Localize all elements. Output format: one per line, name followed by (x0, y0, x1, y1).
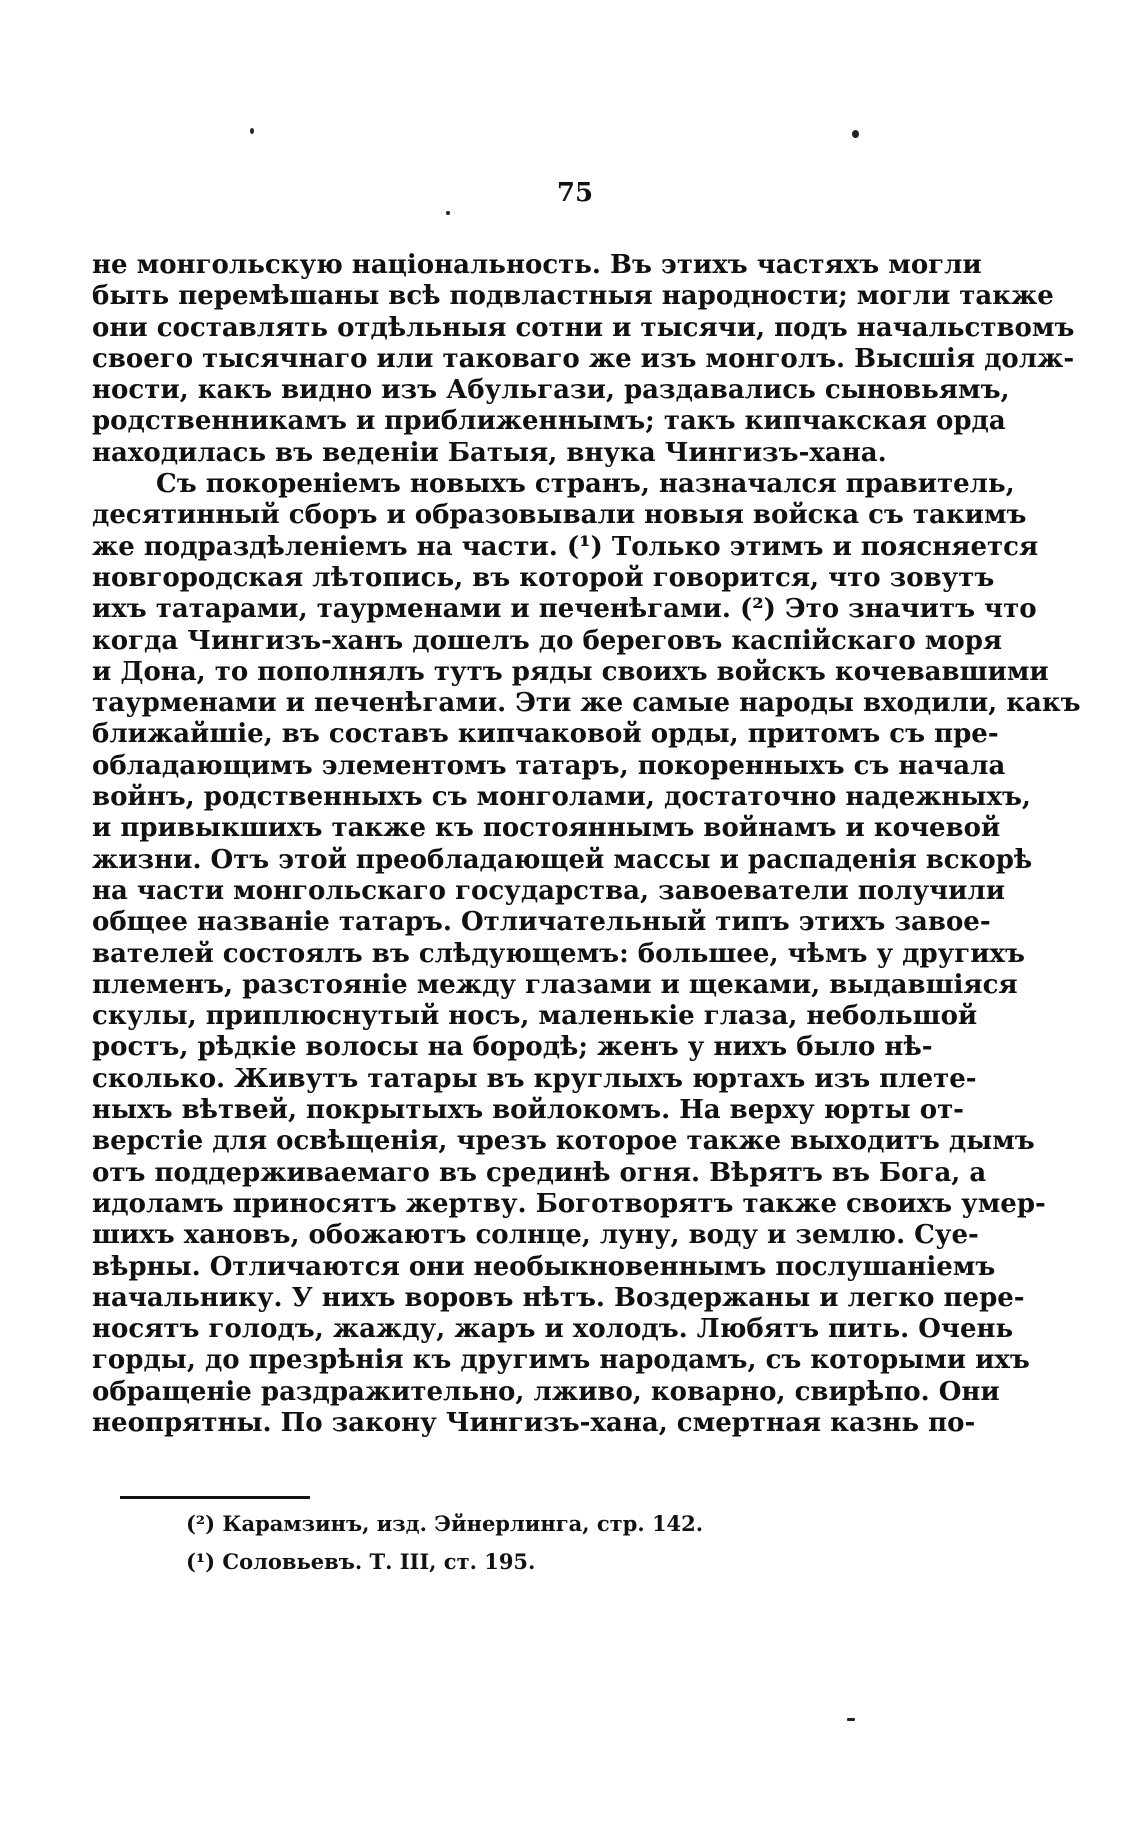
text-line: неопрятны. По закону Чингизъ-хана, смертная казнь по- (92, 1407, 976, 1438)
text-line: войнъ, родственныхъ съ монголами, достаточно надежныхъ, (92, 782, 1031, 813)
text-line: обращеніе раздражительно, лживо, коварно, свирѣпо. Они (92, 1376, 1000, 1407)
scan-speck (852, 130, 859, 138)
text-line: вателей состоялъ въ слѣдующемъ: большее, чѣмъ у другихъ (92, 938, 1025, 969)
page-number: 75 (556, 178, 594, 208)
scan-speck (847, 1718, 855, 1721)
text-line: сколько. Живутъ татары въ круглыхъ юртахъ изъ плете- (92, 1063, 977, 1094)
text-line: носятъ голодъ, жажду, жаръ и холодъ. Любятъ пить. Очень (92, 1314, 1014, 1345)
text-line: десятинный сборъ и образовывали новыя войска съ такимъ (92, 500, 1027, 531)
text-line: и привыкшихъ также къ постояннымъ войнамъ и кочевой (92, 813, 1001, 844)
text-line: быть перемѣшаны всѣ подвластныя народности; могли также (92, 281, 1054, 312)
text-line: и Дона, то пополнялъ тутъ ряды своихъ войскъ кочевавшими (92, 656, 1049, 687)
text-line: новгородская лѣтопись, въ которой говорится, что зовутъ (92, 562, 995, 593)
text-line: шихъ хановъ, обожаютъ солнце, луну, воду и землю. Суе- (92, 1220, 979, 1251)
footnote: (¹) Соловьевъ. Т. III, ст. 195. (186, 1549, 536, 1574)
text-line: обладающимъ элементомъ татаръ, покоренныхъ съ начала (92, 750, 1006, 781)
text-line: ныхъ вѣтвей, покрытыхъ войлокомъ. На верху юрты от- (92, 1095, 964, 1126)
text-line: верстіе для освѣщенія, чрезъ которое также выходитъ дымъ (92, 1126, 1035, 1157)
text-line: ближайшіе, въ составъ кипчаковой орды, притомъ съ пре- (92, 719, 999, 750)
footnotes (186, 1505, 886, 1581)
text-line: же подраздѣленіемъ на части. (¹) Только этимъ и поясняется (92, 531, 1039, 562)
text-line: на части монгольскаго государства, завоеватели получили (92, 875, 1006, 906)
text-line: ростъ, рѣдкіе волосы на бородѣ; женъ у нихъ было нѣ- (92, 1032, 933, 1063)
text-line: находилась въ веденіи Батыя, внука Чингизъ-хана. (92, 437, 887, 468)
footnote: (²) Карамзинъ, изд. Эйнерлинга, стр. 142. (186, 1511, 704, 1536)
text-line: когда Чингизъ-ханъ дошелъ до береговъ каспійскаго моря (92, 625, 1003, 656)
text-line: родственникамъ и приближеннымъ; такъ кипчакская орда (92, 406, 1006, 437)
text-line: жизни. Отъ этой преобладающей массы и распаденія вскорѣ (92, 844, 1033, 875)
text-line: ности, какъ видно изъ Абульгази, раздавались сыновьямъ, (92, 375, 1010, 406)
text-line: идоламъ приносятъ жертву. Боготворятъ также своихъ умер- (92, 1188, 1046, 1219)
text-line: горды, до презрѣнія къ другимъ народамъ, съ которыми ихъ (92, 1345, 1030, 1376)
scan-speck (250, 128, 254, 134)
text-line: общее названіе татаръ. Отличательный типъ этихъ завое- (92, 907, 991, 938)
text-line: вѣрны. Отличаются они необыкновеннымъ послушаніемъ (92, 1251, 996, 1282)
text-line: таурменами и печенѣгами. Эти же самые народы входили, какъ (92, 688, 1081, 719)
text-line: ихъ татарами, таурменами и печенѣгами. (²) Это значитъ что (92, 594, 1037, 625)
text-line: они составлять отдѣльныя сотни и тысячи, подъ начальствомъ (92, 312, 1075, 343)
text-line: начальнику. У нихъ воровъ нѣтъ. Воздержаны и легко пере- (92, 1282, 1025, 1313)
body-text (92, 250, 1081, 1439)
text-line: отъ поддерживаемаго въ срединѣ огня. Вѣрятъ въ Бога, а (92, 1157, 987, 1188)
text-line: Съ покореніемъ новыхъ странъ, назначался правитель, (156, 469, 1015, 500)
text-line: скулы, приплюснутый носъ, маленькіе глаза, небольшой (92, 1001, 978, 1032)
footnote-rule (120, 1496, 310, 1499)
text-line: не монгольскую національность. Въ этихъ частяхъ могли (92, 250, 982, 280)
text-line: племенъ, разстояніе между глазами и щеками, выдавшіяся (92, 969, 1018, 1000)
text-line: своего тысячнаго или таковаго же изъ монголъ. Высшія долж- (92, 343, 1075, 374)
scan-speck (446, 211, 450, 215)
